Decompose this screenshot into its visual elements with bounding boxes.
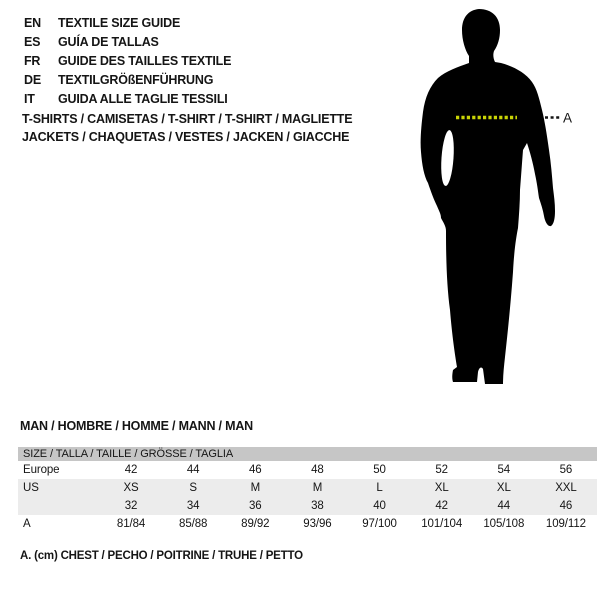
language-row	[24, 89, 231, 108]
language-row	[24, 51, 231, 70]
garment-categories	[22, 110, 352, 146]
man-silhouette	[421, 9, 555, 384]
size-cell: 105/108	[483, 518, 525, 530]
size-table	[18, 447, 597, 533]
language-code: ES	[24, 34, 41, 49]
language-code: IT	[24, 91, 35, 106]
size-cell: 40	[373, 500, 386, 512]
category-tshirts: T-SHIRTS / CAMISETAS / T-SHIRT / T-SHIRT / MAGLIETTE	[22, 112, 353, 126]
table-row-chest-cm	[18, 515, 597, 533]
language-row	[24, 13, 231, 32]
section-title-man: MAN / HOMBRE / HOMME / MANN / MAN	[20, 419, 253, 433]
size-cell: 32	[124, 500, 138, 512]
size-cell: 38	[311, 500, 324, 512]
size-cell: S	[189, 482, 197, 494]
measurement-footnote: A. (cm) CHEST / PECHO / POITRINE / TRUHE / PETTO	[20, 550, 303, 562]
language-code: DE	[24, 72, 41, 87]
size-cell: 46	[559, 500, 573, 512]
measure-label-a: A	[563, 110, 573, 126]
size-cell: 34	[186, 500, 200, 512]
size-cell: XS	[123, 482, 139, 494]
language-row	[24, 32, 231, 51]
size-cell: 109/112	[545, 518, 586, 530]
category-jackets: JACKETS / CHAQUETAS / VESTES / JACKEN / GIACCHE	[22, 130, 350, 144]
size-table-header: SIZE / TALLA / TAILLE / GRÖSSE / TAGLIA	[18, 447, 597, 461]
size-cell: 93/96	[303, 518, 332, 530]
language-row	[24, 70, 231, 89]
size-cell: M	[250, 482, 261, 494]
table-row-europe	[18, 461, 597, 479]
size-cell: M	[312, 482, 323, 494]
language-title: GUIDE DES TAILLES TEXTILE	[58, 53, 232, 68]
size-cell: 44	[186, 464, 200, 476]
language-title: GUÍA DE TALLAS	[58, 34, 159, 49]
size-cell: 46	[249, 464, 262, 476]
language-list	[24, 13, 231, 108]
size-cell: 89/92	[241, 518, 270, 530]
row-label: US	[23, 482, 39, 494]
size-cell: L	[376, 482, 383, 494]
size-cell: 50	[373, 464, 386, 476]
size-cell: 81/84	[116, 518, 146, 530]
size-cell: XL	[434, 482, 449, 494]
table-row-numeric	[18, 497, 597, 515]
language-code: FR	[24, 53, 41, 68]
man-silhouette-figure	[400, 0, 600, 400]
row-label: A	[23, 518, 31, 530]
language-title: TEXTILGRÖßENFÜHRUNG	[58, 72, 214, 87]
size-cell: 48	[311, 464, 324, 476]
language-code: EN	[24, 15, 41, 30]
size-cell: 54	[497, 464, 511, 476]
size-cell: XL	[496, 482, 511, 494]
table-row-us	[18, 479, 597, 497]
size-cell: 52	[435, 464, 448, 476]
language-title: TEXTILE SIZE GUIDE	[58, 15, 181, 30]
size-cell: 42	[435, 500, 448, 512]
size-cell: 36	[249, 500, 262, 512]
size-cell: 101/104	[421, 518, 463, 530]
size-cell: 97/100	[362, 518, 397, 530]
size-cell: 56	[559, 464, 573, 476]
language-title: GUIDA ALLE TAGLIE TESSILI	[58, 91, 228, 106]
size-cell: 44	[497, 500, 511, 512]
size-cell: XXL	[555, 482, 577, 494]
size-cell: 42	[124, 464, 138, 476]
row-label: Europe	[23, 464, 60, 476]
size-cell: 85/88	[179, 518, 208, 530]
